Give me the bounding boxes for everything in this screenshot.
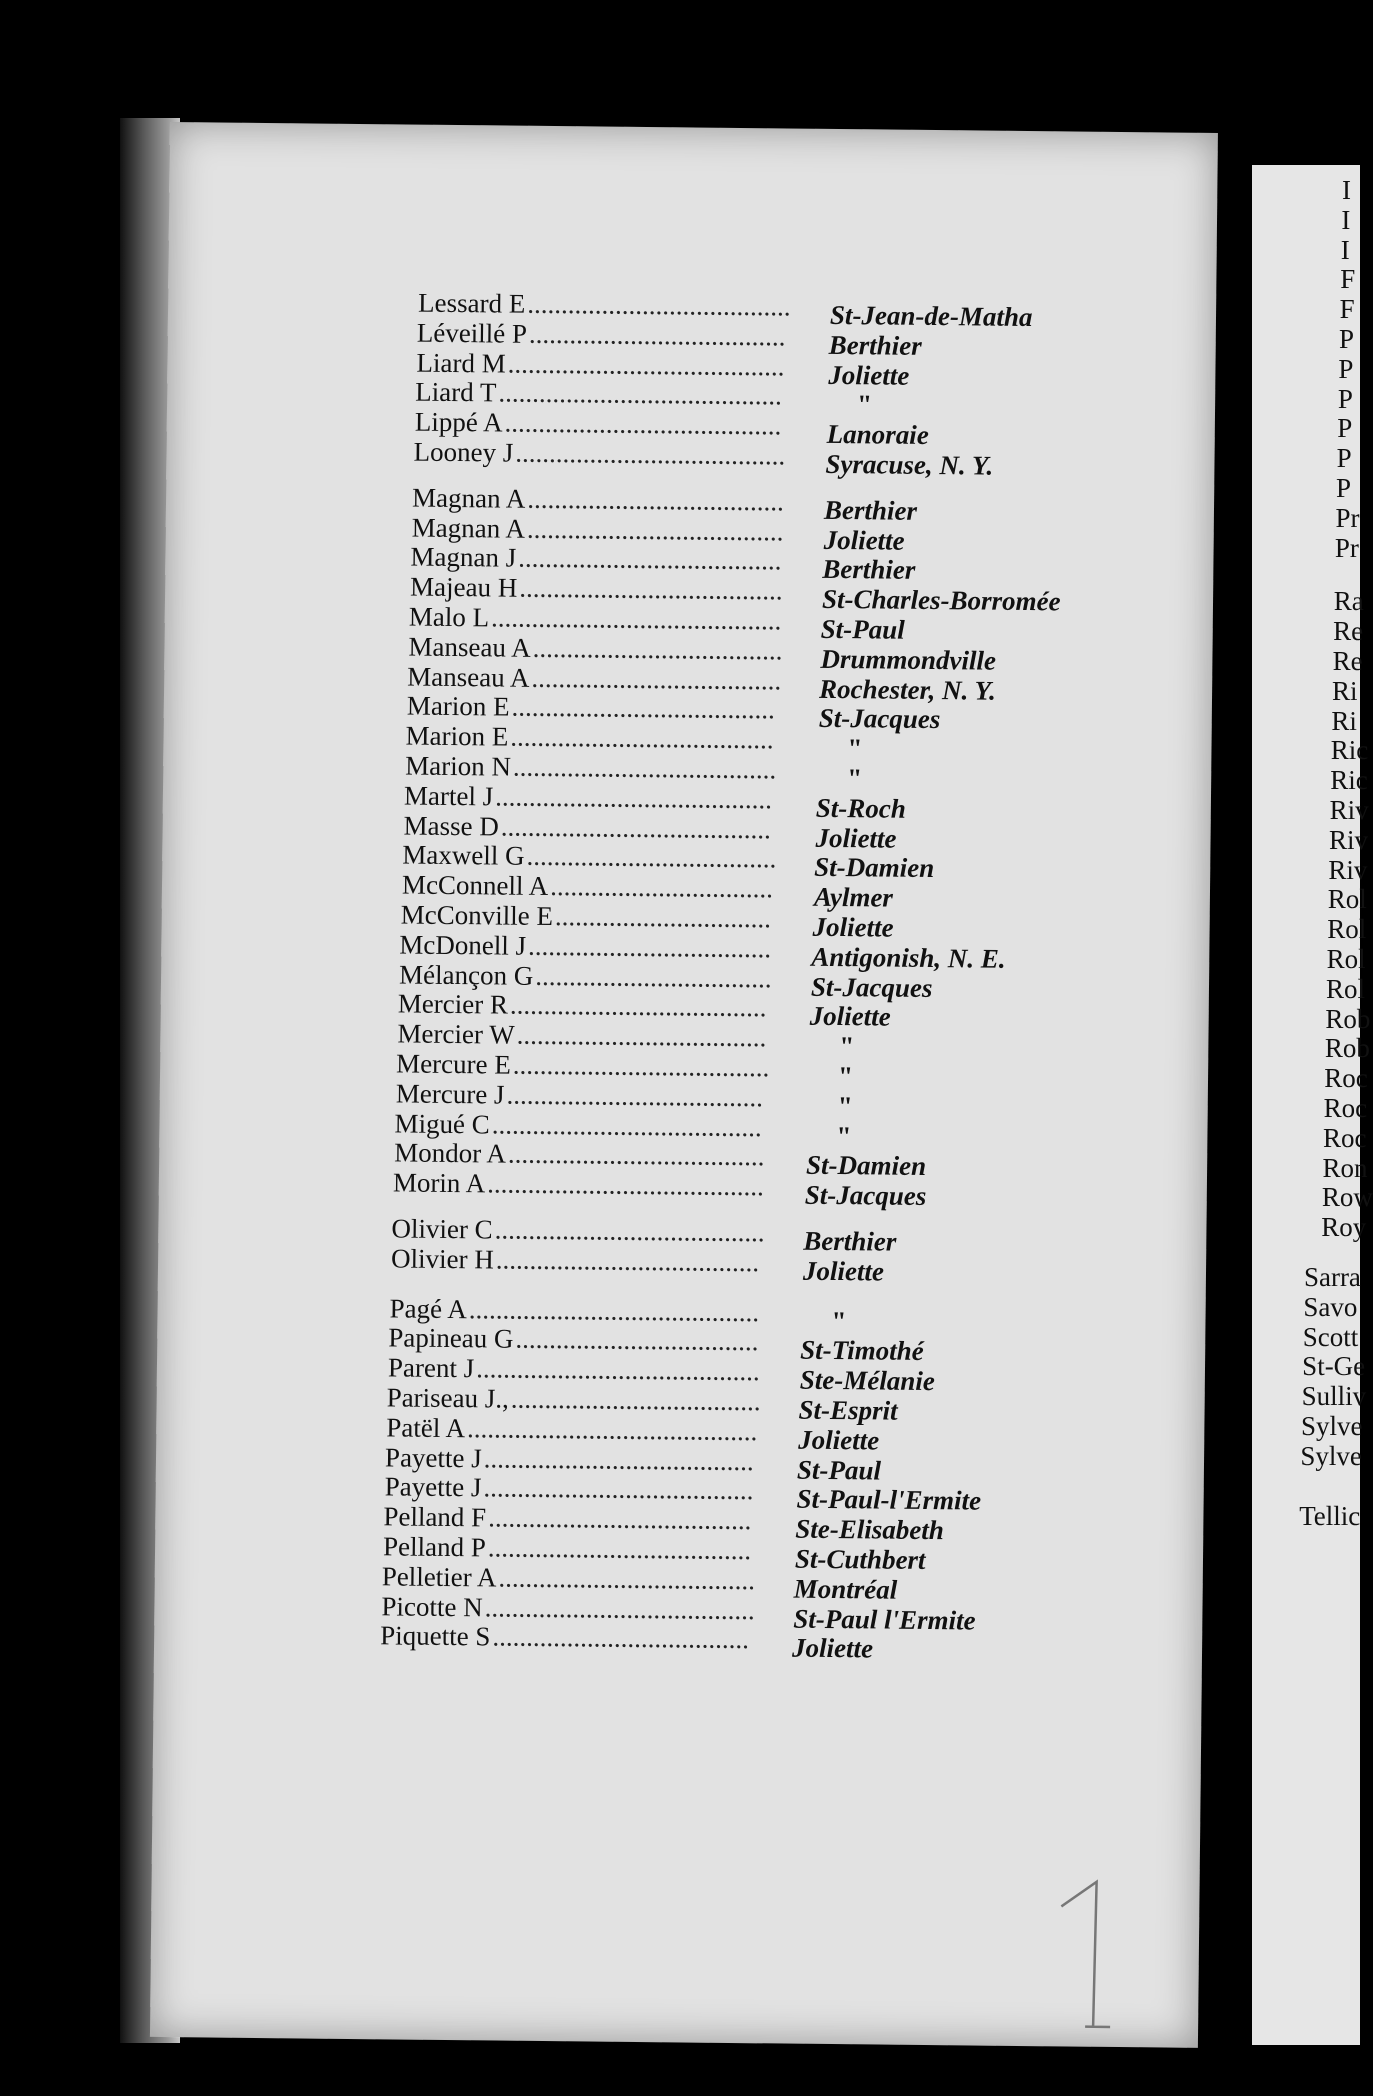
entry-name: Parent J — [387, 1352, 475, 1384]
right-page-entry: Tellic — [1299, 1500, 1361, 1531]
leader-dots: ...................................... — [527, 483, 784, 517]
entry-name: Olivier H — [390, 1243, 495, 1275]
entry-name: Patël A — [386, 1412, 466, 1443]
right-page-entry: P — [1339, 324, 1355, 354]
entry-name: Looney J — [413, 436, 514, 468]
leader-dots: ...................................... — [526, 513, 784, 547]
entry-place: St-Paul — [796, 1454, 882, 1486]
leader-dots: ....................................... — [527, 288, 791, 322]
leader-dots: ........................................ — [515, 437, 786, 471]
right-page-fragment — [1252, 165, 1373, 2045]
entry-name: Marion N — [405, 750, 512, 782]
entry-place: Joliette — [812, 911, 894, 943]
right-page-entry: Ron — [1322, 1152, 1368, 1183]
right-page-entry: Roc — [1323, 1122, 1367, 1153]
leader-dots: ................................ — [554, 901, 772, 934]
entry-name: Liard M — [416, 347, 506, 379]
right-page-entry: Sarra — [1303, 1262, 1361, 1292]
right-page-entry: Savo — [1303, 1291, 1358, 1322]
entry-place: Berthier — [822, 554, 916, 586]
right-page-entry: I — [1342, 175, 1351, 205]
right-page-entry: Riv — [1328, 854, 1368, 885]
entry-name: Masse D — [403, 810, 500, 842]
leader-dots: ........................................ — [483, 1442, 754, 1476]
leader-dots: ....................................... — [495, 1244, 760, 1278]
right-page-entry: Rol — [1327, 884, 1367, 915]
leader-dots: ....................................... — [510, 721, 774, 755]
entry-name: Magnan A — [411, 512, 526, 544]
entry-name: Migué C — [394, 1108, 490, 1139]
right-page-entry: Roc — [1323, 1093, 1368, 1123]
leader-dots: ................................. — [550, 871, 774, 904]
leader-dots: ...................................... — [528, 318, 786, 352]
entry-name: Mercure E — [395, 1048, 511, 1080]
right-page-entry: I — [1341, 204, 1351, 235]
entry-place: Joliette — [809, 1001, 891, 1032]
entry-name: Martel J — [403, 780, 494, 812]
entry-place: St-Esprit — [798, 1394, 898, 1426]
right-page-entry: Riv — [1329, 795, 1369, 825]
leader-dots: ...................................... — [512, 1049, 770, 1083]
leader-dots: ........................................ — [484, 1591, 755, 1625]
entry-place: St-Charles-Borromée — [821, 584, 1061, 617]
entry-name: Lippé A — [414, 406, 503, 438]
leader-dots: .................................... — [527, 930, 772, 964]
entry-name: Léveillé P — [416, 317, 528, 349]
entry-name: Pelletier A — [381, 1561, 497, 1593]
leader-dots: ....................................... — [512, 751, 777, 785]
right-page-entry: Sylve — [1300, 1440, 1362, 1471]
leader-dots: ..................................... — [531, 662, 782, 696]
entry-place: Syracuse, N. Y. — [825, 448, 994, 481]
entry-place: " — [831, 1305, 847, 1336]
leader-dots: ......................................... — [507, 348, 785, 382]
entry-name: Mercure J — [395, 1078, 505, 1110]
entry-place: Berthier — [823, 494, 918, 526]
right-page-entry: Riv — [1329, 824, 1369, 855]
entry-name: Morin A — [392, 1167, 486, 1199]
entry-place: " — [847, 763, 863, 794]
entry-place: Ste-Elisabeth — [795, 1513, 944, 1546]
leader-dots: ..................................... — [526, 841, 777, 874]
entry-name: Liard T — [415, 376, 497, 408]
leader-dots: ........................................ — [500, 811, 772, 844]
leader-dots: ...................................... — [509, 990, 767, 1023]
entry-name: Magnan J — [410, 541, 517, 574]
entry-name: Olivier C — [391, 1213, 493, 1245]
leader-dots: .......................................... — [476, 1353, 760, 1387]
entry-place: St-Jacques — [818, 703, 941, 735]
entry-place: Rochester, N. Y. — [818, 673, 997, 706]
entry-name: Mercier R — [397, 988, 509, 1020]
handwritten-number-mark — [1055, 1876, 1117, 2037]
entry-place: Joliette — [791, 1632, 874, 1664]
right-page-entry: Roc — [1324, 1063, 1368, 1094]
entry-name: Mélançon G — [398, 959, 534, 991]
right-page-entry: St-Ge — [1302, 1351, 1366, 1382]
right-page-entry: P — [1337, 383, 1353, 414]
leader-dots: ....................................... — [518, 543, 782, 576]
right-page-entry: Roy — [1321, 1212, 1367, 1243]
leader-dots: ................................... — [535, 960, 772, 993]
right-page-entry: Rob — [1324, 1033, 1370, 1064]
leader-dots: ........................................... — [468, 1293, 760, 1327]
leader-dots: .................................... — [515, 1324, 759, 1357]
left-page — [150, 122, 1218, 2048]
entry-place: St-Paul-l'Ermite — [796, 1484, 982, 1516]
entry-place: " — [837, 1090, 853, 1121]
right-page-entry: Rol — [1326, 973, 1366, 1004]
right-page-entry: Sylve — [1300, 1411, 1363, 1441]
right-page-entry: Pr — [1334, 532, 1359, 563]
right-page-entry: Re — [1332, 646, 1363, 676]
entry-place: " — [856, 389, 873, 420]
entry-name: Mondor A — [394, 1137, 507, 1169]
entry-name: Payette J — [384, 1471, 482, 1503]
leader-dots: ........................................... — [466, 1412, 758, 1447]
entry-place: St-Jean-de-Matha — [829, 299, 1033, 333]
leader-dots: ........................................ — [494, 1214, 765, 1248]
right-page-entry: Ric — [1330, 765, 1368, 796]
entry-name: Manseau A — [407, 661, 530, 693]
entry-place: Berthier — [828, 329, 922, 361]
right-page-entry: Rol — [1327, 914, 1367, 945]
entry-name: McDonell J — [399, 929, 527, 961]
entry-place: " — [839, 1031, 855, 1062]
entry-name: Payette J — [384, 1441, 482, 1473]
leader-dots: ..................................... — [510, 1383, 761, 1417]
entry-place: " — [837, 1061, 854, 1092]
leader-dots: .......................................... — [498, 377, 783, 411]
entry-place: " — [847, 733, 863, 764]
right-page-entry: Ri — [1331, 705, 1357, 736]
entry-place: " — [836, 1120, 852, 1151]
entry-place: St-Paul — [820, 613, 905, 645]
entry-name: Magnan A — [411, 482, 526, 514]
leader-dots: ....................................... — [488, 1502, 752, 1536]
entry-name: Lessard E — [417, 287, 526, 319]
entry-name: Piquette S — [380, 1620, 491, 1652]
leader-dots: ........................................... — [490, 602, 782, 636]
entry-name: Malo L — [408, 601, 490, 633]
right-page-entry: I — [1340, 234, 1350, 265]
entry-name: Marion E — [405, 720, 509, 752]
entry-place: Drummondville — [820, 643, 997, 676]
entry-place: Ste-Mélanie — [799, 1364, 936, 1397]
right-page-entry: Rol — [1326, 944, 1366, 974]
entry-place: St-Damien — [814, 852, 935, 884]
right-page-entry: Scott — [1302, 1321, 1359, 1352]
leader-dots: ......................................... — [495, 781, 773, 815]
leader-dots: ........................................ — [483, 1472, 754, 1506]
right-page-entry: P — [1336, 473, 1352, 503]
right-page-entry: Ri — [1331, 675, 1358, 706]
entry-place: Aylmer — [813, 881, 894, 913]
right-page-entry: P — [1337, 413, 1353, 444]
right-page-entry: Row — [1321, 1182, 1373, 1213]
entry-place: Joliette — [823, 524, 905, 556]
leader-dots: ........................................ — [491, 1109, 762, 1142]
leader-dots: ....................................... — [487, 1532, 752, 1566]
right-page-entry: Rob — [1325, 1003, 1371, 1034]
right-page-entry: Ric — [1330, 735, 1369, 766]
leader-dots: ..................................... — [532, 632, 783, 666]
leader-dots: ......................................... — [487, 1168, 765, 1202]
entry-name: Manseau A — [408, 631, 531, 663]
entry-place: St-Jacques — [810, 971, 933, 1003]
entry-name: Majeau H — [409, 571, 518, 603]
entry-place: Joliette — [828, 359, 910, 391]
leader-dots: ......................................... — [504, 407, 782, 441]
right-page-entry: Ra — [1333, 586, 1364, 617]
entry-place: Berthier — [803, 1225, 897, 1257]
entry-name: Pagé A — [389, 1292, 467, 1324]
right-page-entry: P — [1336, 443, 1352, 474]
entry-name: Pelland F — [383, 1501, 487, 1533]
entry-name: Mercier W — [397, 1018, 515, 1050]
right-page-entry: F — [1339, 294, 1355, 325]
entry-name: Papineau G — [388, 1322, 514, 1355]
right-page-entry: P — [1338, 353, 1354, 384]
leader-dots: ...................................... — [506, 1079, 764, 1113]
entry-place: Montréal — [793, 1573, 898, 1605]
entry-place: Joliette — [798, 1424, 880, 1456]
entry-name: Pelland P — [382, 1531, 487, 1563]
entry-place: Joliette — [802, 1255, 885, 1287]
entry-place: Joliette — [815, 822, 897, 854]
leader-dots: ...................................... — [498, 1562, 756, 1596]
right-page-entry: Sulliv — [1301, 1381, 1367, 1412]
entry-name: Marion E — [406, 690, 510, 722]
entry-place: St-Cuthbert — [794, 1543, 926, 1575]
entry-place: St-Timothé — [800, 1335, 924, 1367]
entry-name: McConville E — [400, 899, 554, 932]
entry-place: St-Paul l'Ermite — [793, 1603, 976, 1636]
entry-place: Lanoraie — [826, 419, 929, 451]
entry-place: St-Roch — [815, 792, 907, 824]
entry-place: Antigonish, N. E. — [811, 941, 1006, 974]
right-page-entry: Re — [1333, 616, 1364, 647]
right-page-entry: Pr — [1335, 502, 1360, 533]
right-page-entry: F — [1340, 264, 1356, 295]
leader-dots: ..................................... — [516, 1019, 767, 1053]
leader-dots: ....................................... — [519, 572, 783, 606]
entry-name: Picotte N — [381, 1590, 483, 1622]
entry-name: Pariseau J., — [386, 1382, 510, 1414]
leader-dots: ...................................... — [492, 1621, 750, 1655]
leader-dots: ....................................... — [511, 692, 776, 725]
entry-name: McConnell A — [401, 869, 549, 902]
entry-place: St-Damien — [805, 1150, 927, 1182]
entry-name: Maxwell G — [402, 839, 525, 872]
entry-place: St-Jacques — [804, 1179, 927, 1212]
leader-dots: ...................................... — [507, 1138, 765, 1172]
